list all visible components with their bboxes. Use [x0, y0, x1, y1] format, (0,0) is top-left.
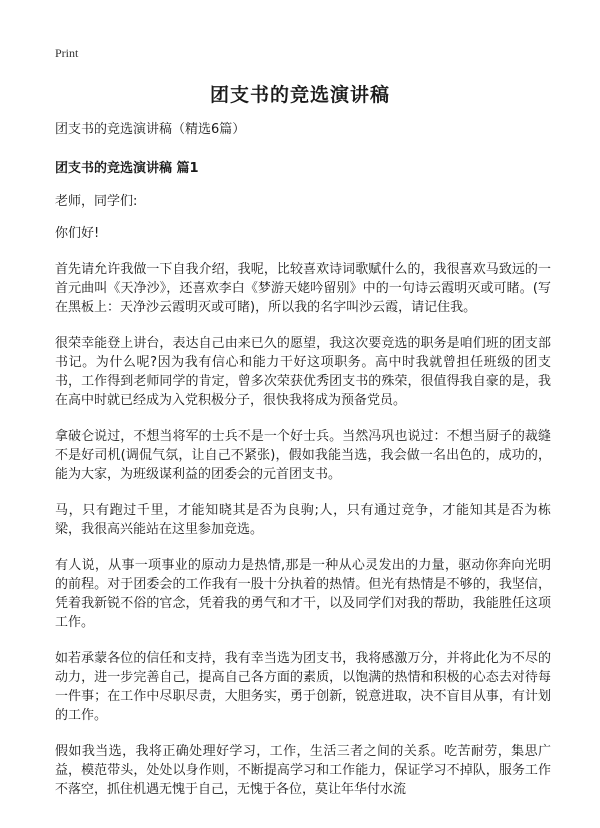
paragraph: 假如我当选，我将正确处理好学习，工作，生活三者之间的关系。吃苦耐劳，集思广益，模范带头，处处以身作则，不断提高学习和工作能力，保证学习不掉队，服务工作不落空，抓住机遇无愧于自己，无愧于各位，莫让年华付水流	[55, 744, 551, 797]
document-title: 团支书的竞选演讲稿	[209, 84, 390, 106]
paragraph: 如若承蒙各位的信任和支持，我有幸当选为团支书，我将感激万分，并将此化为不尽的动力，进一步完善自己，提高自己各方面的素质，以饱满的热情和积极的心态去对待每一件事；在工作中尽职尽责，大胆务实，勇于创新，锐意进取，决不盲目从事，有计划的工作。	[55, 651, 551, 723]
section-heading: 团支书的竞选演讲稿 篇1	[55, 161, 199, 176]
paragraph: 拿破仑说过，不想当将军的士兵不是一个好士兵。当然冯巩也说过：不想当厨子的裁缝不是好司机(调侃气氛，让自己不紧张)，假如我能当选，我会做一名出色的，成功的，能为大家，为班级谋利益的团委会的元首团支书。	[55, 429, 551, 482]
paragraph-hello: 你们好!	[55, 226, 100, 241]
paragraph: 有人说，从事一项事业的原动力是热情,那是一种从心灵发出的力量，驱动你奔向光明的前程。对于团委会的工作我有一股十分执着的热情。但光有热情是不够的，我坚信，凭着我新锐不俗的官念，凭着我的勇气和才干，以及同学们对我的帮助，我能胜任这项工作。	[55, 558, 551, 630]
document-subtitle: 团支书的竞选演讲稿（精选6篇）	[55, 122, 246, 137]
paragraph: 很荣幸能登上讲台，表达自己由来已久的愿望，我这次要竞选的职务是咱们班的团支部书记。为什么呢?因为我有信心和能力干好这项职务。高中时我就曾担任班级的团支书，工作得到老师同学的肯定，曾多次荣获优秀团支书的殊荣，很值得我自豪的是，我在高中时就已经成为入党积极分子，很快我将成为预备党员。	[55, 336, 551, 408]
paragraph-greeting: 老师，同学们:	[55, 194, 138, 209]
paragraph: 马，只有跑过千里，才能知晓其是否为良驹;人，只有通过竞争，才能知其是否为栋梁，我很高兴能站在这里参加竞选。	[55, 503, 551, 537]
print-link[interactable]: Print	[55, 46, 79, 60]
paragraph: 首先请允许我做一下自我介绍，我呢，比较喜欢诗词歌赋什么的，我很喜欢马致远的一首元曲叫《天净沙》，还喜欢李白《梦游天姥吟留别》中的一句诗云霞明灭或可睹。(写在黑板上：天净沙云霞明灭或可睹)，所以我的名字叫沙云霞，请记住我。	[55, 262, 551, 315]
document-body	[55, 120, 551, 812]
